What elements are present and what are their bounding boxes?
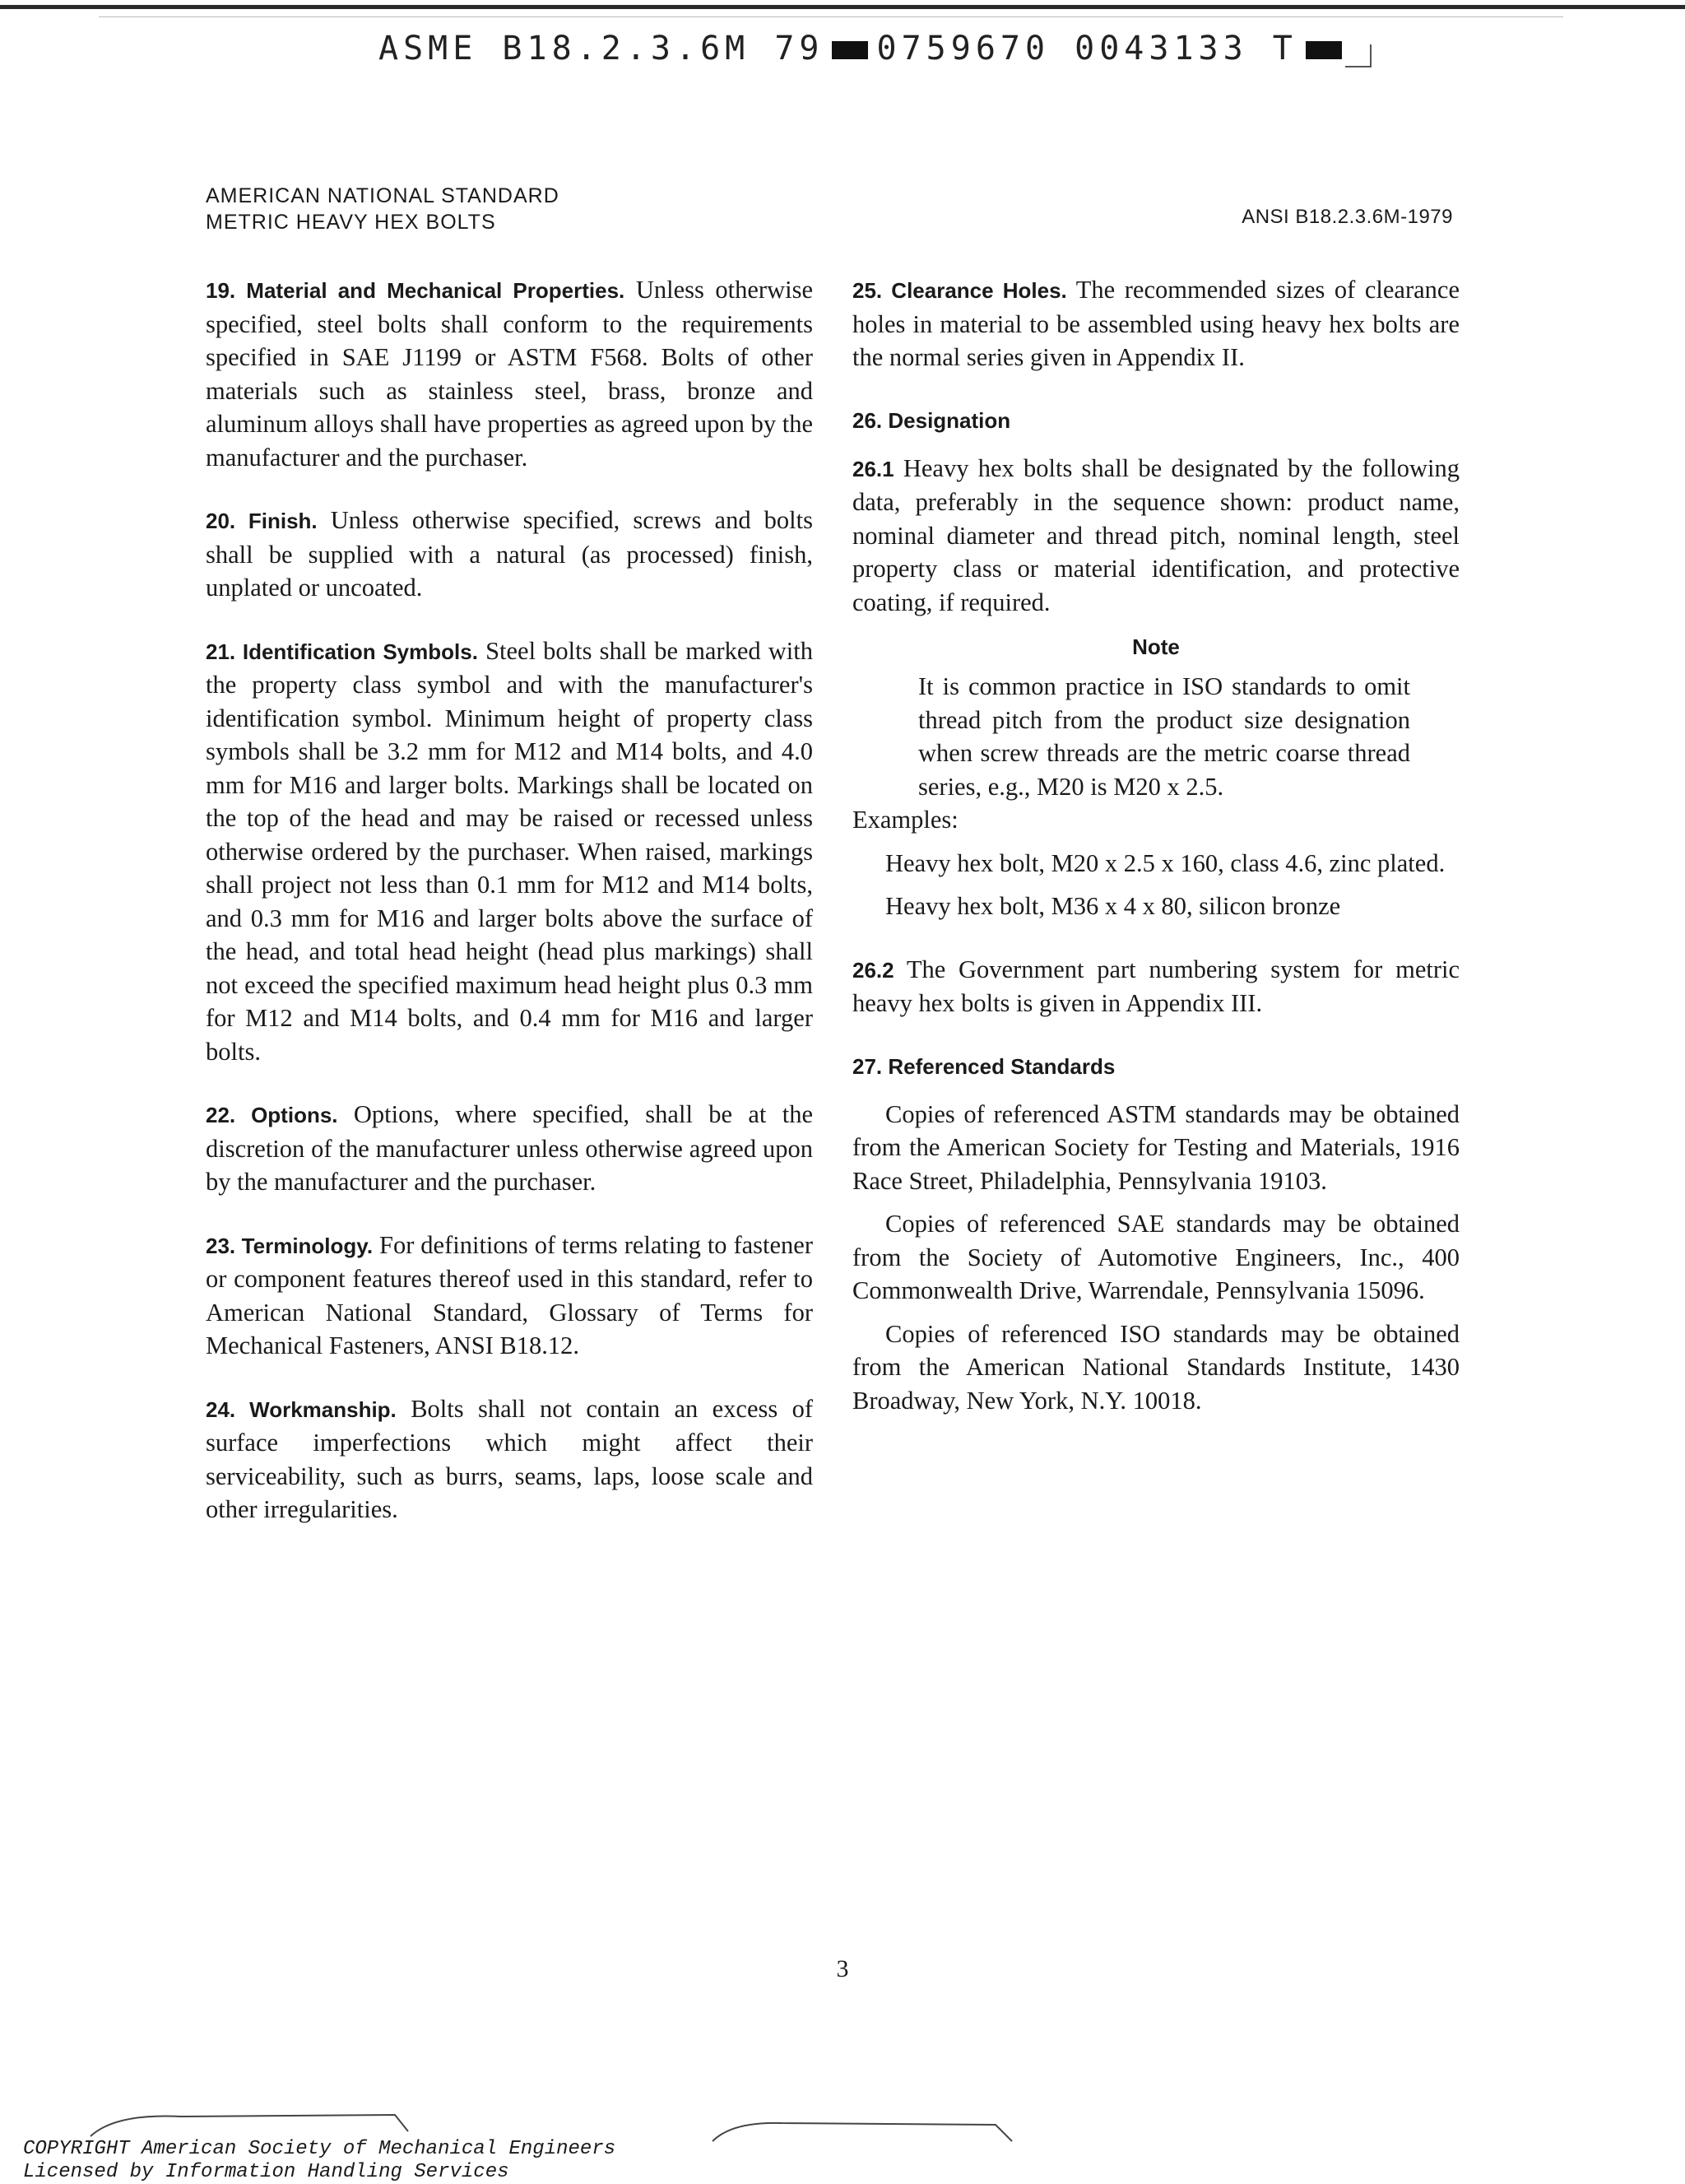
section-26-heading: 26. Designation — [852, 407, 1011, 433]
subsection-body: Heavy hex bolts shall be designated by the following data, preferably in the sequence shown: product name, nominal diameter and thread pitch, nominal length, steel property class or material identification, and protective coating, if required. — [852, 453, 1460, 616]
corner-mark — [1345, 44, 1372, 67]
redaction-block — [1306, 41, 1342, 59]
section-heading: 22. Options. — [206, 1103, 338, 1127]
scan-guide-line — [99, 16, 1563, 17]
section-26-2 — [852, 953, 1460, 1020]
right-column — [852, 273, 1460, 1427]
section-heading: 24. Workmanship. — [206, 1396, 397, 1422]
copyright-line: COPYRIGHT American Society of Mechanical Engineers — [23, 2138, 616, 2160]
section-19 — [206, 273, 813, 474]
header-line-2: METRIC HEAVY HEX BOLTS — [206, 211, 496, 234]
scan-stroke-mark — [82, 2107, 411, 2140]
subsection-number: 26.1 — [852, 456, 894, 481]
redaction-block — [832, 41, 868, 59]
running-header-left — [206, 183, 559, 235]
doc-serial: 0759670 0043133 T — [876, 30, 1297, 67]
section-body: Bolts shall not contain an excess of surface imperfections which might affect their serviceability, such as burrs, seams, laps, loose scale and other irregularities. — [206, 1394, 814, 1523]
example-1: Heavy hex bolt, M20 x 2.5 x 160, class 4.6, zinc plated. — [885, 848, 1446, 877]
page-number: 3 — [836, 1955, 849, 1982]
section-body: Unless otherwise specified, screws and bolts shall be supplied with a natural (as processed) finish, unplated or uncoated. — [206, 506, 813, 602]
subsection-number: 26.2 — [852, 957, 894, 983]
section-21 — [206, 634, 813, 1069]
section-27-heading: 27. Referenced Standards — [852, 1053, 1116, 1079]
section-22 — [206, 1098, 813, 1199]
note-title: Note — [1132, 634, 1180, 659]
subsection-body: The Government part numbering system for metric heavy hex bolts is given in Appendix III. — [852, 955, 1460, 1017]
section-heading: 21. Identification Symbols. — [206, 639, 478, 664]
section-23 — [206, 1229, 813, 1363]
section-body: Options, where specified, shall be at the discretion of the manufacturer unless otherwise agreed upon by the manufacturer and the purchaser. — [206, 1100, 813, 1196]
section-26-1 — [852, 452, 1460, 620]
scan-stroke-mark — [708, 2117, 1020, 2149]
license-line: Licensed by Information Handling Services — [23, 2161, 509, 2183]
example-2: Heavy hex bolt, M36 x 4 x 80, silicon bronze — [885, 892, 1341, 920]
left-column — [206, 273, 813, 1556]
section-heading: 25. Clearance Holes. — [852, 278, 1067, 303]
section-heading: 23. Terminology. — [206, 1233, 374, 1258]
section-20 — [206, 504, 813, 605]
scan-doc-code-line — [378, 30, 1333, 67]
doc-code: ASME B18.2.3.6M 79 — [378, 30, 824, 67]
section-body: Steel bolts shall be marked with the property class symbol and with the manufacturer's identification symbol. Minimum height of property class symbols shall be 3.2 mm for M12 and M14 bolts, and 4.0 mm for M16 and larger bolts. Markings shall be located on the top of the head and may be raised or recessed unless otherwise ordered by the purchaser. When raised, markings shall project not less than 0.1 mm for M12 and M14 bolts, and 0.3 mm for M16 and larger bolts above the surface of the head, and total head height (head plus markings) shall not exceed the specified maximum head height plus 0.3 mm for M12 and M14 bolts, and 0.4 mm for M16 and larger bolts. — [206, 636, 814, 1066]
note-body: It is common practice in ISO standards to omit thread pitch from the product size designation when screw threads are the metric coarse thread series, e.g., M20 is M20 x 2.5. — [918, 672, 1410, 801]
section-25 — [852, 273, 1460, 374]
section-body: For definitions of terms relating to fastener or component features thereof used in this standard, refer to American National Standard, Glossary of Terms for Mechanical Fasteners, ANSI B18.12. — [206, 1230, 813, 1359]
copyright-footer — [23, 2138, 615, 2184]
section-27-paragraph-2: Copies of referenced SAE standards may be obtained from the Society of Automotive Engineers, Inc., 400 Commonwealth Drive, Warrendale, Pennsylvania 15096. — [852, 1210, 1460, 1304]
header-line-1: AMERICAN NATIONAL STANDARD — [206, 184, 559, 207]
standard-number: ANSI B18.2.3.6M-1979 — [1242, 206, 1453, 228]
section-27-paragraph-3: Copies of referenced ISO standards may be obtained from the American National Standards Institute, 1430 Broadway, New York, N.Y. 10018. — [852, 1319, 1460, 1415]
section-heading: 19. Material and Mechanical Properties. — [206, 278, 625, 303]
section-24 — [206, 1392, 813, 1526]
section-heading: 20. Finish. — [206, 509, 318, 533]
examples-label: Examples: — [852, 806, 959, 834]
section-27-paragraph-1: Copies of referenced ASTM standards may be obtained from the American Society for Testing and Materials, 1916 Race Street, Philadelphia, Pennsylvania 19103. — [852, 1099, 1460, 1195]
section-body: The recommended sizes of clearance holes in material to be assembled using heavy hex bolts are the normal series given in Appendix II. — [852, 276, 1460, 371]
section-body: Unless otherwise specified, steel bolts shall conform to the requirements specified in SAE J1199 or ASTM F568. Bolts of other materials such as stainless steel, brass, bronze and aluminum alloys shall have properties as agreed upon by the manufacturer and the purchaser. — [206, 276, 813, 472]
scan-top-border — [0, 5, 1685, 9]
